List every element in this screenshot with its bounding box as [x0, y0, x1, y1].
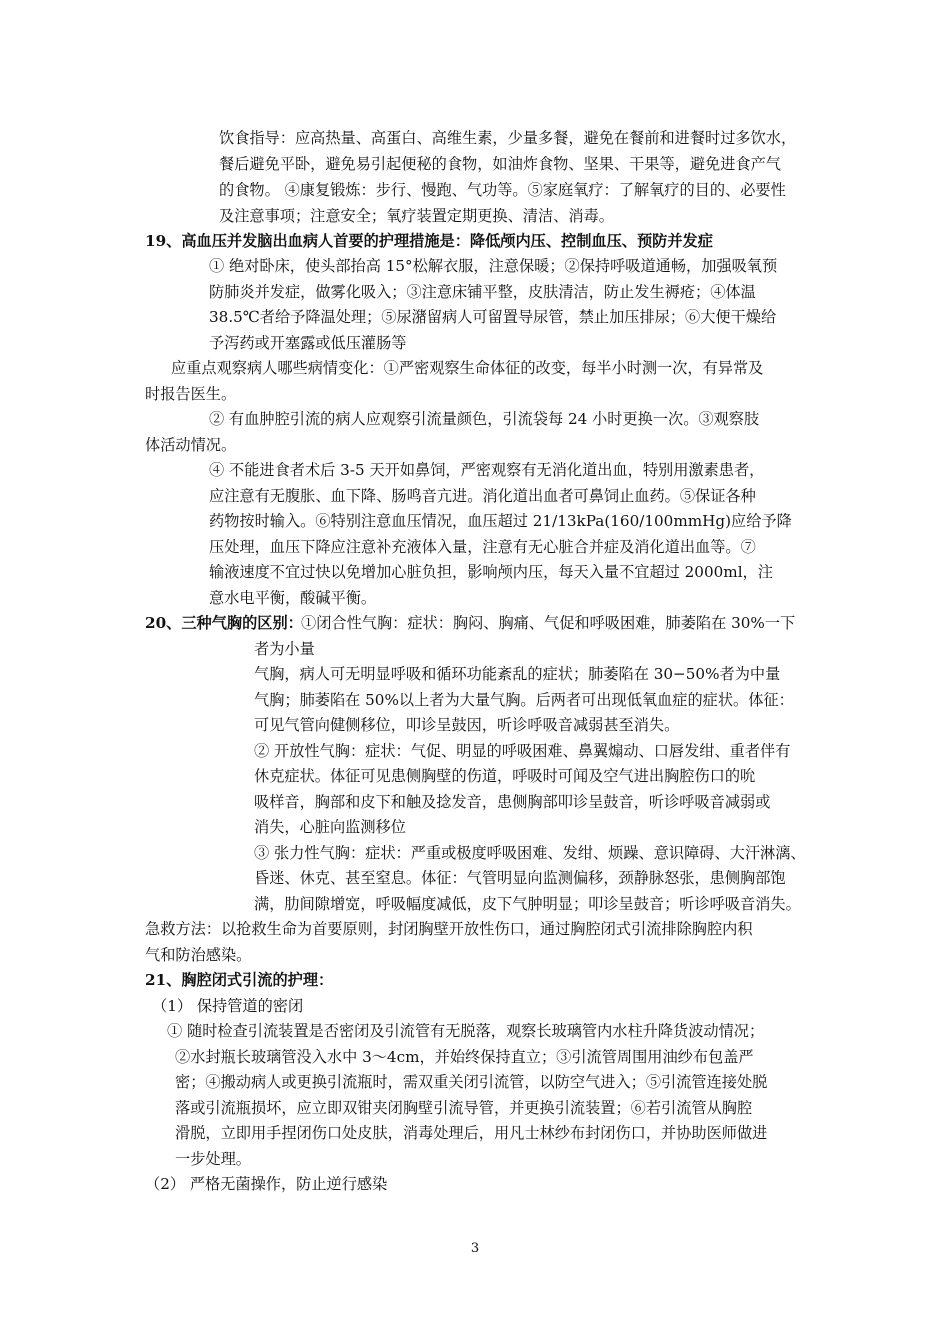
- text-line: ④ 不能进食者术后 3-5 天开如鼻饲，严密观察有无消化道出血，特别用激素患者，: [209, 461, 765, 479]
- text-line: ③ 张力性气胸：症状：严重或极度呼吸困难、发绀、烦躁、意识障碍、大汗淋漓、: [254, 844, 806, 862]
- text-line: 应重点观察病人哪些病情变化：①严密观察生命体征的改变，每半小时测一次，有异常及: [171, 359, 764, 377]
- text-line: 药物按时输入。⑥特别注意血压情况，血压超过 21/13kPa(160/100mmHg)应给予降: [209, 512, 792, 530]
- text-line: ① 绝对卧床，使头部抬高 15°松解衣服，注意保暖；②保持呼吸道通畅，加强吸氧预: [209, 257, 778, 275]
- section-heading-21: 21、胸腔闭式引流的护理：: [145, 971, 334, 989]
- text-line: （2） 严格无菌操作，防止逆行感染: [145, 1175, 388, 1193]
- text-line: 密；④搬动病人或更换引流瓶时，需双重关闭引流管，以防空气进入；⑤引流管连接处脱: [175, 1073, 768, 1091]
- text-line: 昏迷、休克、甚至窒息。体征：气管明显向监测偏移，颈静脉怒张，患侧胸部饱: [254, 869, 786, 887]
- text-line: ①闭合性气胸：症状：胸闷、胸痛、气促和呼吸困难，肺萎陷在 30%一下: [301, 614, 796, 632]
- text-line: 吸样音，胸部和皮下和触及捻发音，患侧胸部叩诊呈鼓音，听诊呼吸音减弱或: [254, 793, 771, 811]
- text-line: 可见气管向健侧移位，叩诊呈鼓因，听诊呼吸音减弱甚至消失。: [254, 716, 680, 734]
- text-line: 餐后避免平卧，避免易引起便秘的食物，如油炸食物、坚果、干果等，避免进食产气: [219, 155, 781, 173]
- text-line: 38.5℃者给予降温处理；⑤尿潴留病人可留置导尿管，禁止加压排尿；⑥大便干燥给: [209, 308, 777, 326]
- text-line: 滑脱，立即用手捏闭伤口处皮肤，消毒处理后，用凡士林纱布封闭伤口，并协助医师做进: [175, 1124, 768, 1142]
- text-line: 的食物。 ④康复锻炼：步行、慢跑、气功等。⑤家庭氧疗：了解氧疗的目的、必要性: [219, 181, 786, 199]
- text-line: 一步处理。: [175, 1150, 251, 1168]
- section-heading-20: 20、三种气胸的区别：: [145, 614, 303, 632]
- text-line: 及注意事项；注意安全；氧疗装置定期更换、清洁、消毒。: [219, 207, 614, 225]
- text-line: （1） 保持管道的密闭: [152, 997, 304, 1015]
- page-number: 3: [470, 1241, 480, 1256]
- text-line: ② 有血肿腔引流的病人应观察引流量颜色，引流袋每 24 小时更换一次。③观察肢: [209, 410, 760, 428]
- text-line: 急救方法：以抢救生命为首要原则，封闭胸壁开放性伤口，通过胸腔闭式引流排除胸腔内积: [145, 920, 753, 938]
- text-line: 气胸；肺萎陷在 50%以上者为大量气胸。后两者可出现低氧血症的症状。体征：: [254, 691, 794, 709]
- section-heading-19: 19、高血压并发脑出血病人首要的护理措施是：降低颅内压、控制血压、预防并发症: [145, 232, 713, 250]
- text-line: 防肺炎并发症，做雾化吸入；③注意床铺平整，皮肤清洁，防止发生褥疮；④体温: [209, 283, 756, 301]
- text-line: 意水电平衡，酸碱平衡。: [209, 589, 377, 607]
- text-line: 时报告医生。: [145, 385, 237, 403]
- text-line: ② 开放性气胸：症状：气促、明显的呼吸困难、鼻翼煽动、口唇发绀、重者伴有: [254, 742, 791, 760]
- text-line: 气和防治感染。: [145, 946, 252, 964]
- text-line: ②水封瓶长玻璃管没入水中 3～4cm，并始终保持直立；③引流管周围用油纱布包盖严: [175, 1048, 754, 1066]
- text-line: 应注意有无腹胀、血下降、肠鸣音亢进。消化道出血者可鼻饲止血药。⑤保证各种: [209, 487, 756, 505]
- text-line: ① 随时检查引流装置是否密闭及引流管有无脱落，观察长玻璃管内水柱升降货波动情况；: [167, 1022, 765, 1040]
- text-line: 予泻药或开塞露或低压灌肠等: [209, 334, 407, 352]
- text-line: 消失，心脏向监测移位: [254, 818, 406, 836]
- text-line: 饮食指导：应高热量、高蛋白、高维生素，少量多餐，避免在餐前和进餐时过多饮水，: [219, 129, 797, 147]
- text-line: 输液速度不宜过快以免增加心脏负担，影响颅内压，每天入量不宜超过 2000ml，注: [209, 563, 773, 581]
- text-line: 者为小量: [254, 640, 315, 658]
- text-line: 休克症状。体征可见患侧胸壁的伤道，呼吸时可闻及空气进出胸腔伤口的吮: [254, 767, 756, 785]
- text-line: 压处理，血压下降应注意补充液体入量，注意有无心脏合并症及消化道出血等。⑦: [209, 538, 756, 556]
- text-line: 气胸，病人可无明显呼吸和循环功能紊乱的症状；肺萎陷在 30−50%者为中量: [254, 665, 781, 683]
- text-line: 满，肋间隙增宽，呼吸幅度减低，皮下气肿明显；叩诊呈鼓音；听诊呼吸音消失。: [254, 895, 801, 913]
- text-line: 落或引流瓶损坏，应立即双钳夹闭胸壁引流导管，并更换引流装置；⑥若引流管从胸腔: [175, 1099, 753, 1117]
- text-line: 体活动情况。: [145, 436, 237, 454]
